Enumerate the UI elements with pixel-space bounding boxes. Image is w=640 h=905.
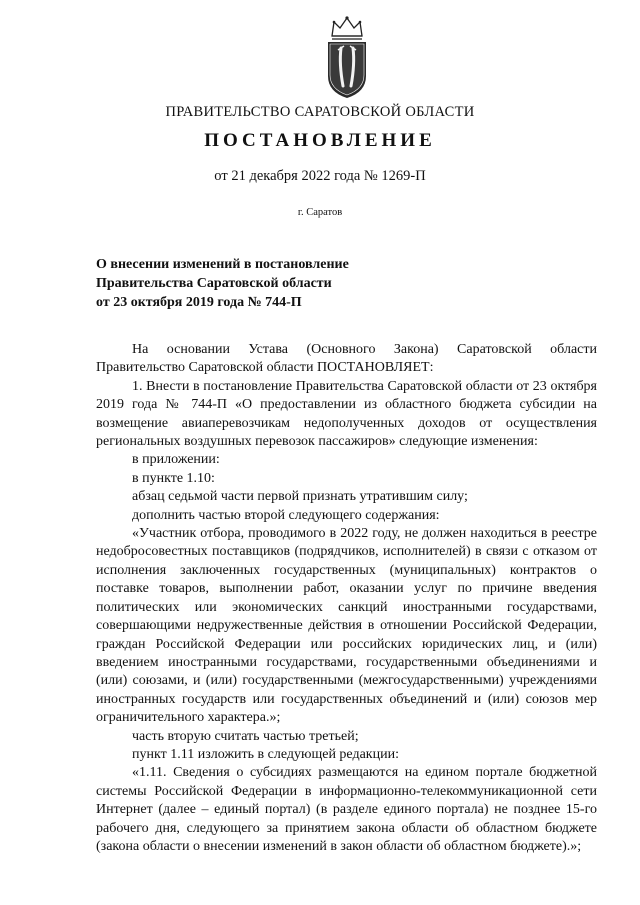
document-subject xyxy=(96,255,436,312)
body-paragraph: На основании Устава (Основного Закона) Саратовской области Правительство Саратовской области ПОСТАНОВЛЯЕТ: xyxy=(96,342,597,376)
coat-of-arms-icon xyxy=(316,14,378,100)
subject-line: от 23 октября 2019 года № 744-П xyxy=(96,295,302,310)
body-paragraph: 1. Внести в постановление Правительства Саратовской области от 23 октября 2019 года № 744-П «О предоставлении из областного бюджета субсидии на возмещение авиаперевозчикам недополученных доходов от осуществления региональных воздушных перевозок пассажиров» следующие изменения: xyxy=(96,378,597,450)
body-paragraph: в пункте 1.10: xyxy=(132,470,215,486)
organization-name: ПРАВИТЕЛЬСТВО САРАТОВСКОЙ ОБЛАСТИ xyxy=(165,104,475,120)
body-paragraph: «Участник отбора, проводимого в 2022 году, не должен находиться в реестре недобросовестных поставщиков (подрядчиков, исполнителей) в связи с отказом от исполнения заключенных государственных (муниципальных) контрактов о поставке товаров, выполнении работ, оказании услуг по причине введения политических или экономических санкций иностранными государствами, совершающими недружественные действия в отношении Российской Федерации, граждан Российской Федерации или российских юридических лиц, и (или) введением иностранными государствами, государственными объединениями и (или) союзами, и (или) государственными (межгосударственными) учреждениями иностранных государств или государственных объединений и (или) союзов мер ограничительного характера.»; xyxy=(96,526,597,726)
body-paragraph: в приложении: xyxy=(132,452,220,468)
body-paragraph: часть вторую считать частью третьей; xyxy=(132,728,359,744)
subject-line: Правительства Саратовской области xyxy=(96,276,332,291)
body-paragraph: дополнить частью второй следующего содержания: xyxy=(132,507,440,523)
body-paragraph: абзац седьмой части первой признать утратившим силу; xyxy=(132,489,468,505)
subject-line: О внесении изменений в постановление xyxy=(96,257,349,272)
document-date-number: от 21 декабря 2022 года № 1269-П xyxy=(214,168,426,184)
document-body xyxy=(96,341,597,856)
body-paragraph: пункт 1.11 изложить в следующей редакции: xyxy=(132,746,399,762)
body-paragraph: «1.11. Сведения о субсидиях размещаются на едином портале бюджетной системы Российской Федерации в информационно-телекоммуникационной сети Интернет (далее – единый портал) (в разделе единого портала) не позднее 15-го рабочего дня, следующего за принятием закона области об областном бюджете (закона области о внесении изменений в закон области об областном бюджете).»; xyxy=(96,765,597,854)
document-type: ПОСТАНОВЛЕНИЕ xyxy=(204,130,436,151)
document-city: г. Саратов xyxy=(297,207,343,218)
